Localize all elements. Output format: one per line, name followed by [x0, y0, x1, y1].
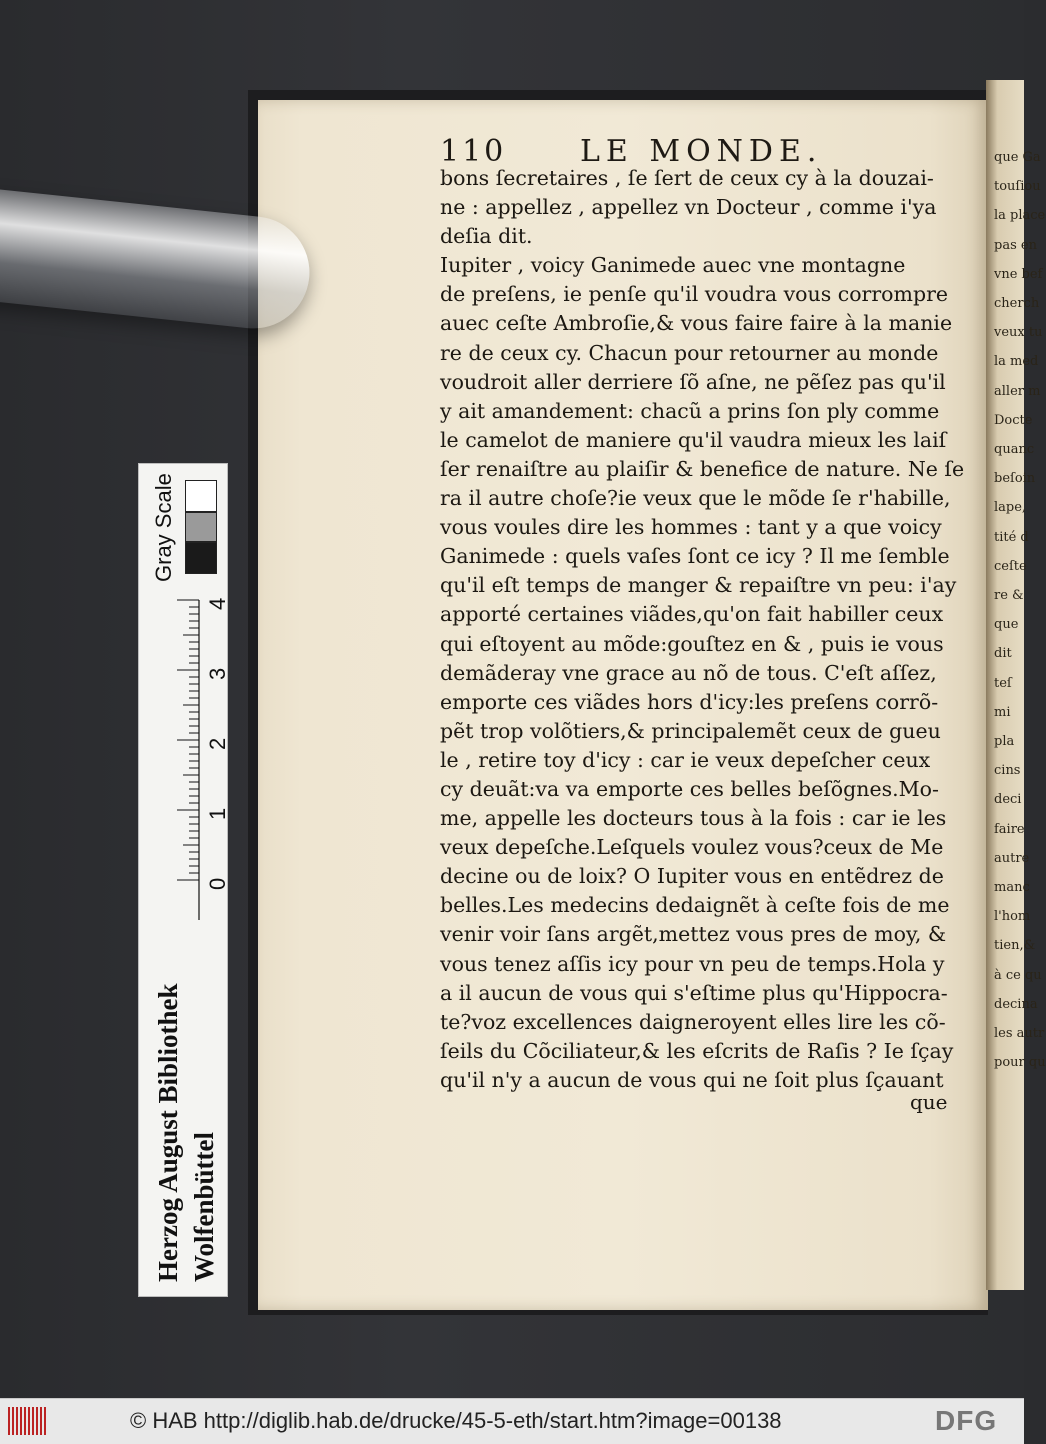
facing-page-fragment: vne bef	[994, 266, 1043, 282]
facing-page-fragment: deci	[994, 792, 1022, 808]
text-line: veux depeſche.Leſquels voulez vous?ceux de Me	[440, 835, 944, 860]
facing-page-fragment: cherch	[994, 296, 1040, 311]
facing-page-fragment: touſiou	[994, 179, 1041, 195]
facing-page-fragment: à ce qu	[994, 967, 1042, 983]
text-line: re de ceux cy. Chacun pour retourner au monde	[440, 340, 939, 365]
text-line: qui eſtoyent au mõde:gouſtez en & , puis ie vous	[440, 631, 944, 656]
facing-page-fragment: quanc	[994, 442, 1035, 457]
facing-page-fragment: les autr	[994, 1026, 1045, 1041]
facing-page-fragment: faire	[994, 821, 1025, 837]
facing-page-fragment: la med	[994, 354, 1039, 370]
facing-page-fragment: pour qu	[994, 1055, 1046, 1071]
barcode-logo	[8, 1407, 48, 1435]
facing-page-fragment: que Ga	[994, 150, 1041, 165]
facing-page-fragment: pla	[994, 734, 1015, 749]
text-line: a il aucun de vous qui s'eſtime plus qu'Hippocra-	[440, 980, 948, 1005]
facing-page-fragment: Docte	[994, 412, 1033, 428]
text-line: le camelot de maniere qu'il vaudra mieux les laiſ	[440, 427, 947, 452]
facing-page-fragment: la place	[994, 208, 1046, 224]
facing-page-fragment: re &	[994, 588, 1024, 603]
facing-page-fragment: tien,&	[994, 938, 1036, 954]
ruler-scale-number: 0	[205, 877, 230, 890]
facing-page-fragment: beſoin	[994, 471, 1036, 487]
facing-page-fragment: decina	[994, 996, 1038, 1012]
facing-page-fragment: aller m	[994, 383, 1041, 399]
ruler-institution: Herzog August Bibliothek	[153, 983, 183, 1282]
facing-page-fragment: tité d	[994, 529, 1029, 545]
text-line: qu'il n'y a aucun de vous qui ne ſoit plus ſçauant	[440, 1067, 944, 1092]
facing-page-fragment: que	[994, 617, 1019, 633]
body-text	[440, 164, 965, 1095]
catchword: que	[910, 1090, 948, 1114]
footer-credit: © HAB http://diglib.hab.de/drucke/45-5-eth/start.htm?image=00138	[130, 1408, 782, 1433]
text-line: ſer renaiſtre au plaiſir & benefice de nature. Ne ſe	[440, 456, 965, 481]
text-line: Iupiter , voicy Ganimede auec vne montagne	[440, 253, 906, 278]
text-line: y ait amandement: chacũ a prins ſon ply comme	[440, 398, 940, 423]
text-line: ne : appellez , appellez vn Docteur , comme i'ya	[440, 195, 937, 220]
facing-page-fragment: pas en	[994, 237, 1037, 253]
text-line: te?voz excellences daigneroyent elles lire les cõ-	[440, 1009, 946, 1034]
footer-bar	[0, 1398, 1024, 1444]
text-line: de preſens, ie penſe qu'il voudra vous corrompre	[440, 282, 948, 307]
text-line: vous voules dire les hommes : tant y a que voicy	[440, 515, 942, 540]
facing-page	[986, 80, 1046, 1290]
dfg-logo: DFG	[935, 1405, 998, 1436]
text-line: belles.Les medecins dedaignẽt à ceſte fois de me	[440, 893, 950, 918]
text-line: venir voir ſans argẽt,mettez vous pres de moy, &	[440, 922, 947, 947]
ruler-scale-number: 3	[205, 667, 230, 680]
text-line: vous tenez aſſis icy pour vn peu de temps.Hola y	[440, 951, 945, 976]
facing-page-fragment: ceſte	[994, 558, 1027, 574]
text-line: le , retire toy d'icy : car ie veux depeſcher ceux	[440, 747, 931, 772]
text-line: decine ou de loix? O Iupiter vous en entẽdrez de	[440, 864, 944, 889]
text-line: demãderay vne grace au nõ de tous. C'eſt aſſez,	[440, 660, 937, 685]
text-line: ſeils du Cõciliateur,& les eſcrits de Raſis ? Ie ſçay	[440, 1038, 954, 1063]
text-line: qu'il eſt temps de manger & repaiſtre vn peu: i'ay	[440, 573, 957, 598]
text-line: pẽt trop volõtiers,& principalemẽt ceux de gueu	[440, 718, 941, 743]
ruler-scale-number: 4	[205, 597, 230, 610]
facing-page-fragment: manc	[994, 880, 1030, 895]
facing-page-fragment: l'hom	[994, 909, 1031, 925]
text-line: ra il autre choſe?ie veux que le mõde ſe r'habille,	[440, 486, 951, 511]
ruler-scale-number: 1	[205, 807, 230, 820]
running-title: LE MONDE.	[580, 134, 823, 169]
gray-scale-ruler	[138, 463, 228, 1297]
ruler-scale-number: 2	[205, 737, 230, 750]
facing-page-fragment: cins	[994, 763, 1021, 779]
text-line: deſia dit.	[440, 224, 533, 249]
facing-page-fragment: veux tu	[994, 325, 1043, 341]
text-line: cy deuãt:va va emporte ces belles beſõgnes.Mo-	[440, 776, 939, 801]
page-number: 110	[440, 134, 507, 169]
facing-page-fragment: dit	[994, 646, 1012, 662]
text-line: emporte ces viãdes hors d'icy:les preſens corrõ-	[440, 689, 939, 714]
facing-page-fragment: lape,	[994, 500, 1027, 516]
text-line: auec ceſte Ambroſie,& vous faire faire à la manie	[440, 311, 953, 336]
text-line: apporté certaines viãdes,qu'on fait habiller ceux	[440, 602, 944, 627]
facing-page-fragment: mi	[994, 704, 1011, 720]
text-line: voudroit aller derriere ſõ aſne, ne pẽſez pas qu'il	[440, 369, 946, 394]
ruler-scale-label: Gray Scale	[151, 473, 176, 582]
text-line: bons ſecretaires , ſe ſert de ceux cy à la douzai-	[440, 166, 934, 190]
ruler-location: Wolfenbüttel	[189, 1131, 219, 1282]
text-line: me, appelle les docteurs tous à la fois : car ie les	[440, 806, 947, 831]
text-line: Ganimede : quels vaſes ſont ce icy ? Il me ſemble	[440, 544, 950, 569]
facing-page-fragment: teſ	[994, 675, 1012, 691]
facing-page-fragment: autre	[994, 850, 1030, 866]
